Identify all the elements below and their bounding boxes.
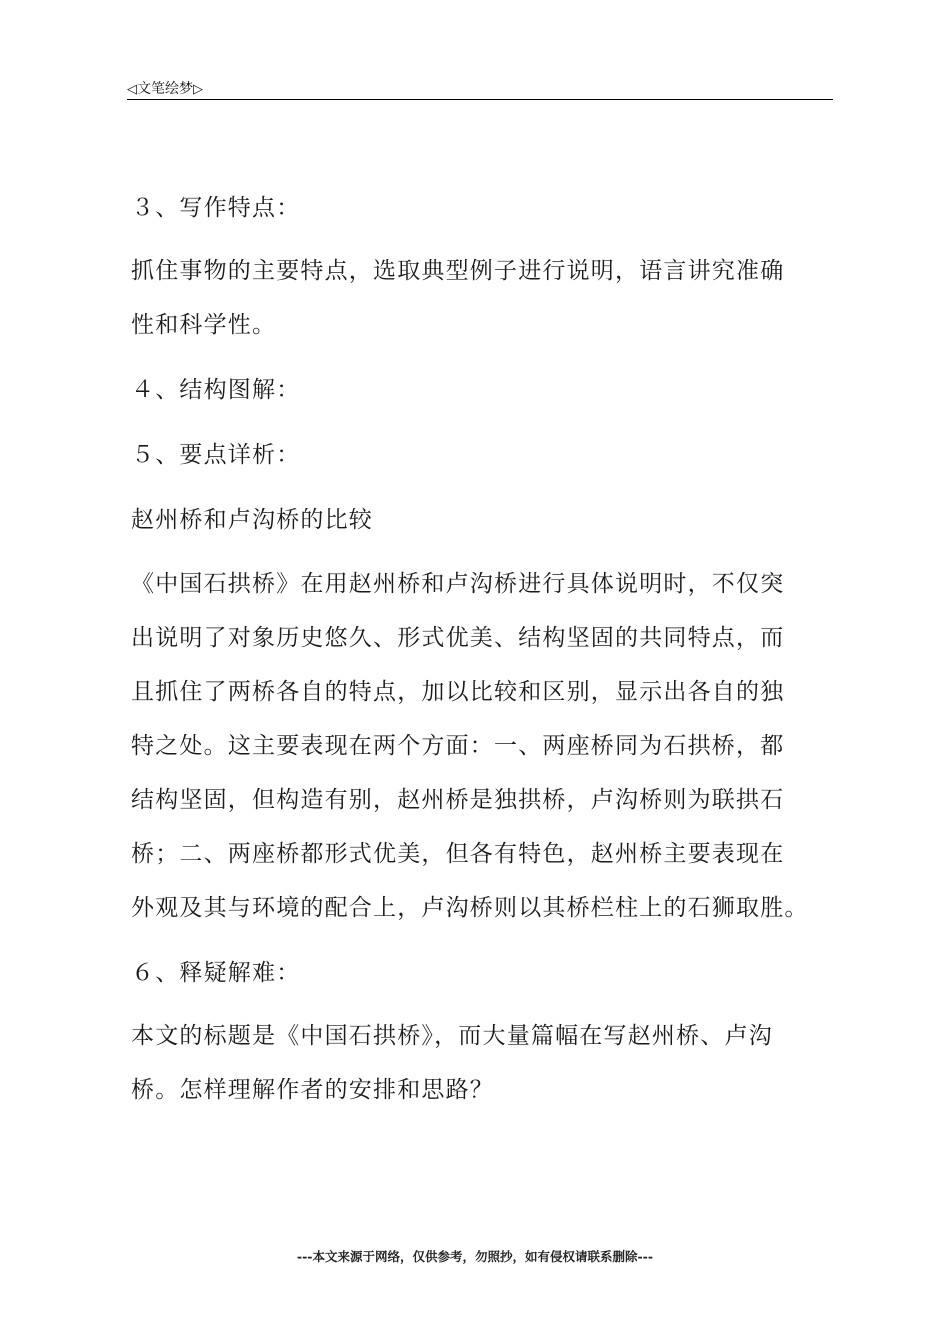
- header-title: 文笔绘梦: [137, 81, 193, 97]
- section-heading-key-points: ５、要点详析：: [131, 442, 301, 468]
- paragraph-line: 桥；二、两座桥都形式优美，但各有特色，赵州桥主要表现在: [131, 841, 785, 867]
- section-heading-doubts: ６、释疑解难：: [131, 960, 301, 986]
- paragraph-line: 桥。怎样理解作者的安排和思路？: [131, 1077, 494, 1103]
- paragraph-line: 且抓住了两桥各自的特点，加以比较和区别，显示出各自的独: [131, 679, 785, 705]
- section-heading-structure: ４、结构图解：: [131, 377, 301, 403]
- paragraph-line: 《中国石拱桥》在用赵州桥和卢沟桥进行具体说明时，不仅突: [131, 571, 785, 597]
- subheading-bridge-comparison: 赵州桥和卢沟桥的比较: [131, 507, 373, 533]
- paragraph-line: 性和科学性。: [131, 312, 277, 338]
- header-title-group: [127, 78, 203, 98]
- paragraph-line: 特之处。这主要表现在两个方面：一、两座桥同为石拱桥，都: [131, 733, 785, 759]
- left-triangle-icon: ◁: [127, 82, 137, 97]
- page-header: [127, 72, 833, 100]
- paragraph-line: 出说明了对象历史悠久、形式优美、结构坚固的共同特点，而: [131, 625, 785, 651]
- page-footer: ---本文来源于网络，仅供参考，勿照抄，如有侵权请联系删除---: [296, 1249, 654, 1264]
- section-heading-writing-features: ３、写作特点：: [131, 195, 301, 221]
- right-triangle-icon: ▷: [193, 82, 203, 97]
- paragraph-line: 结构坚固，但构造有别，赵州桥是独拱桥，卢沟桥则为联拱石: [131, 787, 785, 813]
- paragraph-line: 外观及其与环境的配合上，卢沟桥则以其桥栏柱上的石狮取胜。: [131, 895, 809, 921]
- paragraph-line: 本文的标题是《中国石拱桥》，而大量篇幅在写赵州桥、卢沟: [131, 1023, 773, 1049]
- paragraph-line: 抓住事物的主要特点，选取典型例子进行说明，语言讲究准确: [131, 258, 785, 284]
